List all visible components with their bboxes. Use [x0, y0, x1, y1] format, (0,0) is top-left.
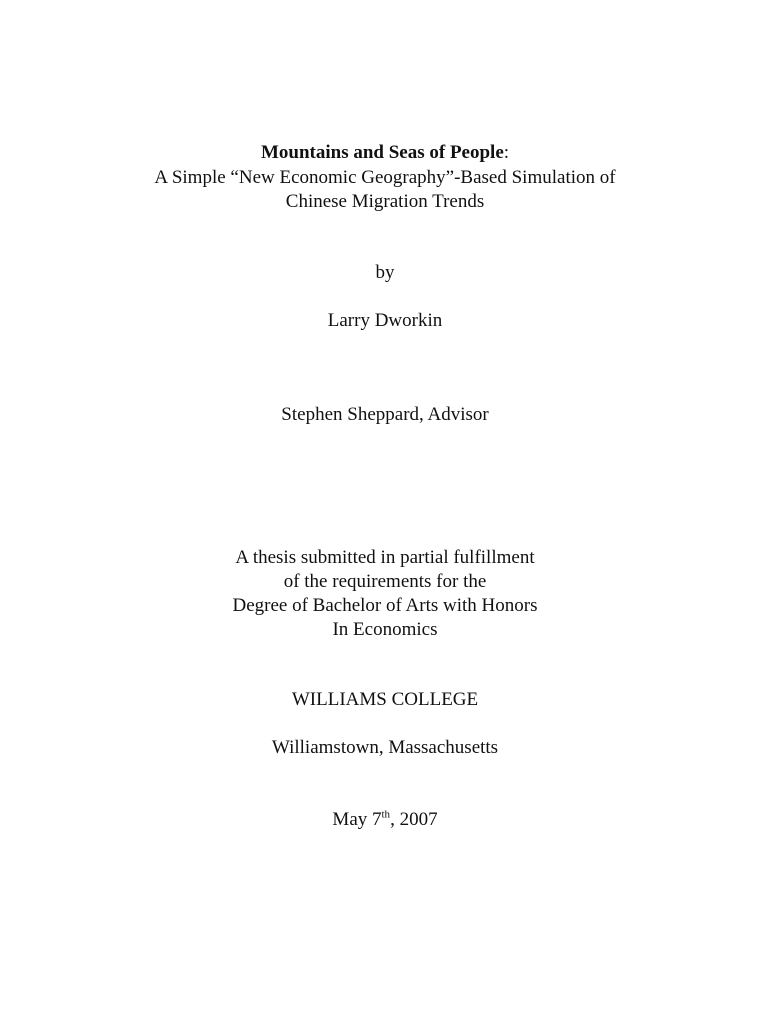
title-colon: : — [503, 142, 510, 163]
title-main: Mountains and Seas of People — [260, 142, 504, 163]
statement-line-3: Degree of Bachelor of Arts with Honors — [232, 595, 538, 616]
subtitle-line-2: Chinese Migration Trends — [285, 191, 485, 212]
submission-date — [0, 808, 770, 832]
institution-location: Williamstown, Massachusetts — [271, 737, 499, 758]
date-ordinal-suffix: th — [381, 808, 391, 821]
statement-line-4: In Economics — [332, 619, 438, 640]
statement-line-2: of the requirements for the — [283, 571, 487, 592]
advisor-line: Stephen Sheppard, Advisor — [281, 404, 489, 425]
institution-name: WILLIAMS COLLEGE — [291, 689, 479, 710]
statement-line-1: A thesis submitted in partial fulfillment — [235, 547, 535, 568]
thesis-title — [0, 141, 770, 165]
date-year: , 2007 — [390, 809, 438, 830]
by-label: by — [375, 262, 395, 283]
subtitle-line-1: A Simple “New Economic Geography”-Based Simulation of — [154, 167, 616, 188]
date-month-day: May 7 — [332, 809, 382, 830]
author-name: Larry Dworkin — [327, 310, 443, 331]
